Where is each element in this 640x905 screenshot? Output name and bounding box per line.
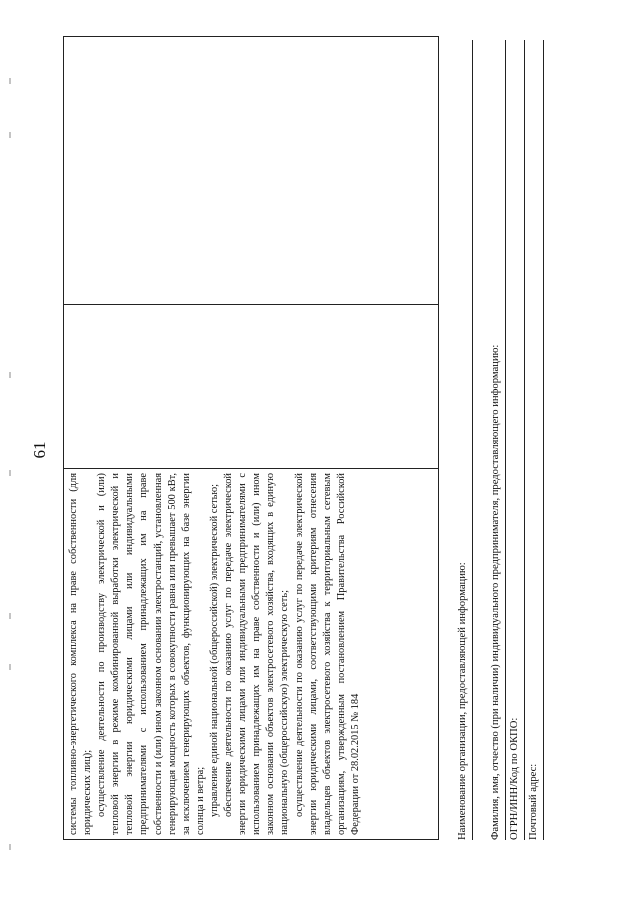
entrepreneur-name-field[interactable] (488, 40, 506, 840)
paragraph: управление единой национальной (общероссийской) электрической сетью; (208, 483, 220, 817)
field-label: Фамилия, имя, отчество (при наличии) индивидуального предпринимателя, предоставляющего информацию: (490, 344, 501, 840)
paragraph: осуществление деятельности по производству электрической и (или) тепловой энергии в режиме комбинированной выработки электрической и тепловой энергии юридическими лицами или индивидуальными предпринимателями с использованием принадлежащих им на праве собственности и (или) ином законном основании электростанций, установленная генерирующая мощность которых в совокупности равна или превышает 500 кВт, за исключением генерирующих объектов, функционирующих на базе энергии солнца и ветра; (96, 473, 206, 835)
field-label: Наименование организации, предоставляющей информацию: (457, 562, 468, 840)
field-label: Почтовый адрес: (528, 763, 539, 840)
scan-edge-marks (0, 0, 20, 905)
paragraph: осуществление деятельности по оказанию услуг по передаче электрической энергии юридическими лицами, соответствующими критериям отнесения владельцев объектов электросетевого хозяйства к территориальным сетевым организациям, утвержденным постановлением Правительства Российской Федерации от 28.02.2015 № 184 (293, 473, 361, 835)
table-row (64, 37, 439, 840)
page-number: 61 (30, 441, 49, 459)
ogrn-inn-okpo-field[interactable] (507, 40, 525, 840)
paragraph: обеспечение деятельности по оказанию услуг по передаче электрической энергии юридическими лицами или индивидуальными предпринимателями с использованием принадлежащих им на праве собственности и (или) ином законном основании объектов электросетевого хозяйства, входящих в единую национальную (общероссийскую) электрическую сеть; (223, 473, 291, 835)
empty-cell (64, 305, 439, 469)
paragraph: системы топливно-энергетического комплекса на праве собственности (для юридических лиц); (68, 473, 94, 835)
activity-list (64, 469, 366, 839)
organization-name-field[interactable] (455, 40, 473, 840)
empty-cell (64, 37, 439, 305)
respondent-fields (455, 40, 544, 840)
postal-address-field[interactable] (526, 40, 544, 840)
field-label: ОГРН/ИНН/Код по ОКПО: (509, 717, 520, 840)
text-cell (64, 469, 439, 840)
content-table (63, 36, 439, 840)
